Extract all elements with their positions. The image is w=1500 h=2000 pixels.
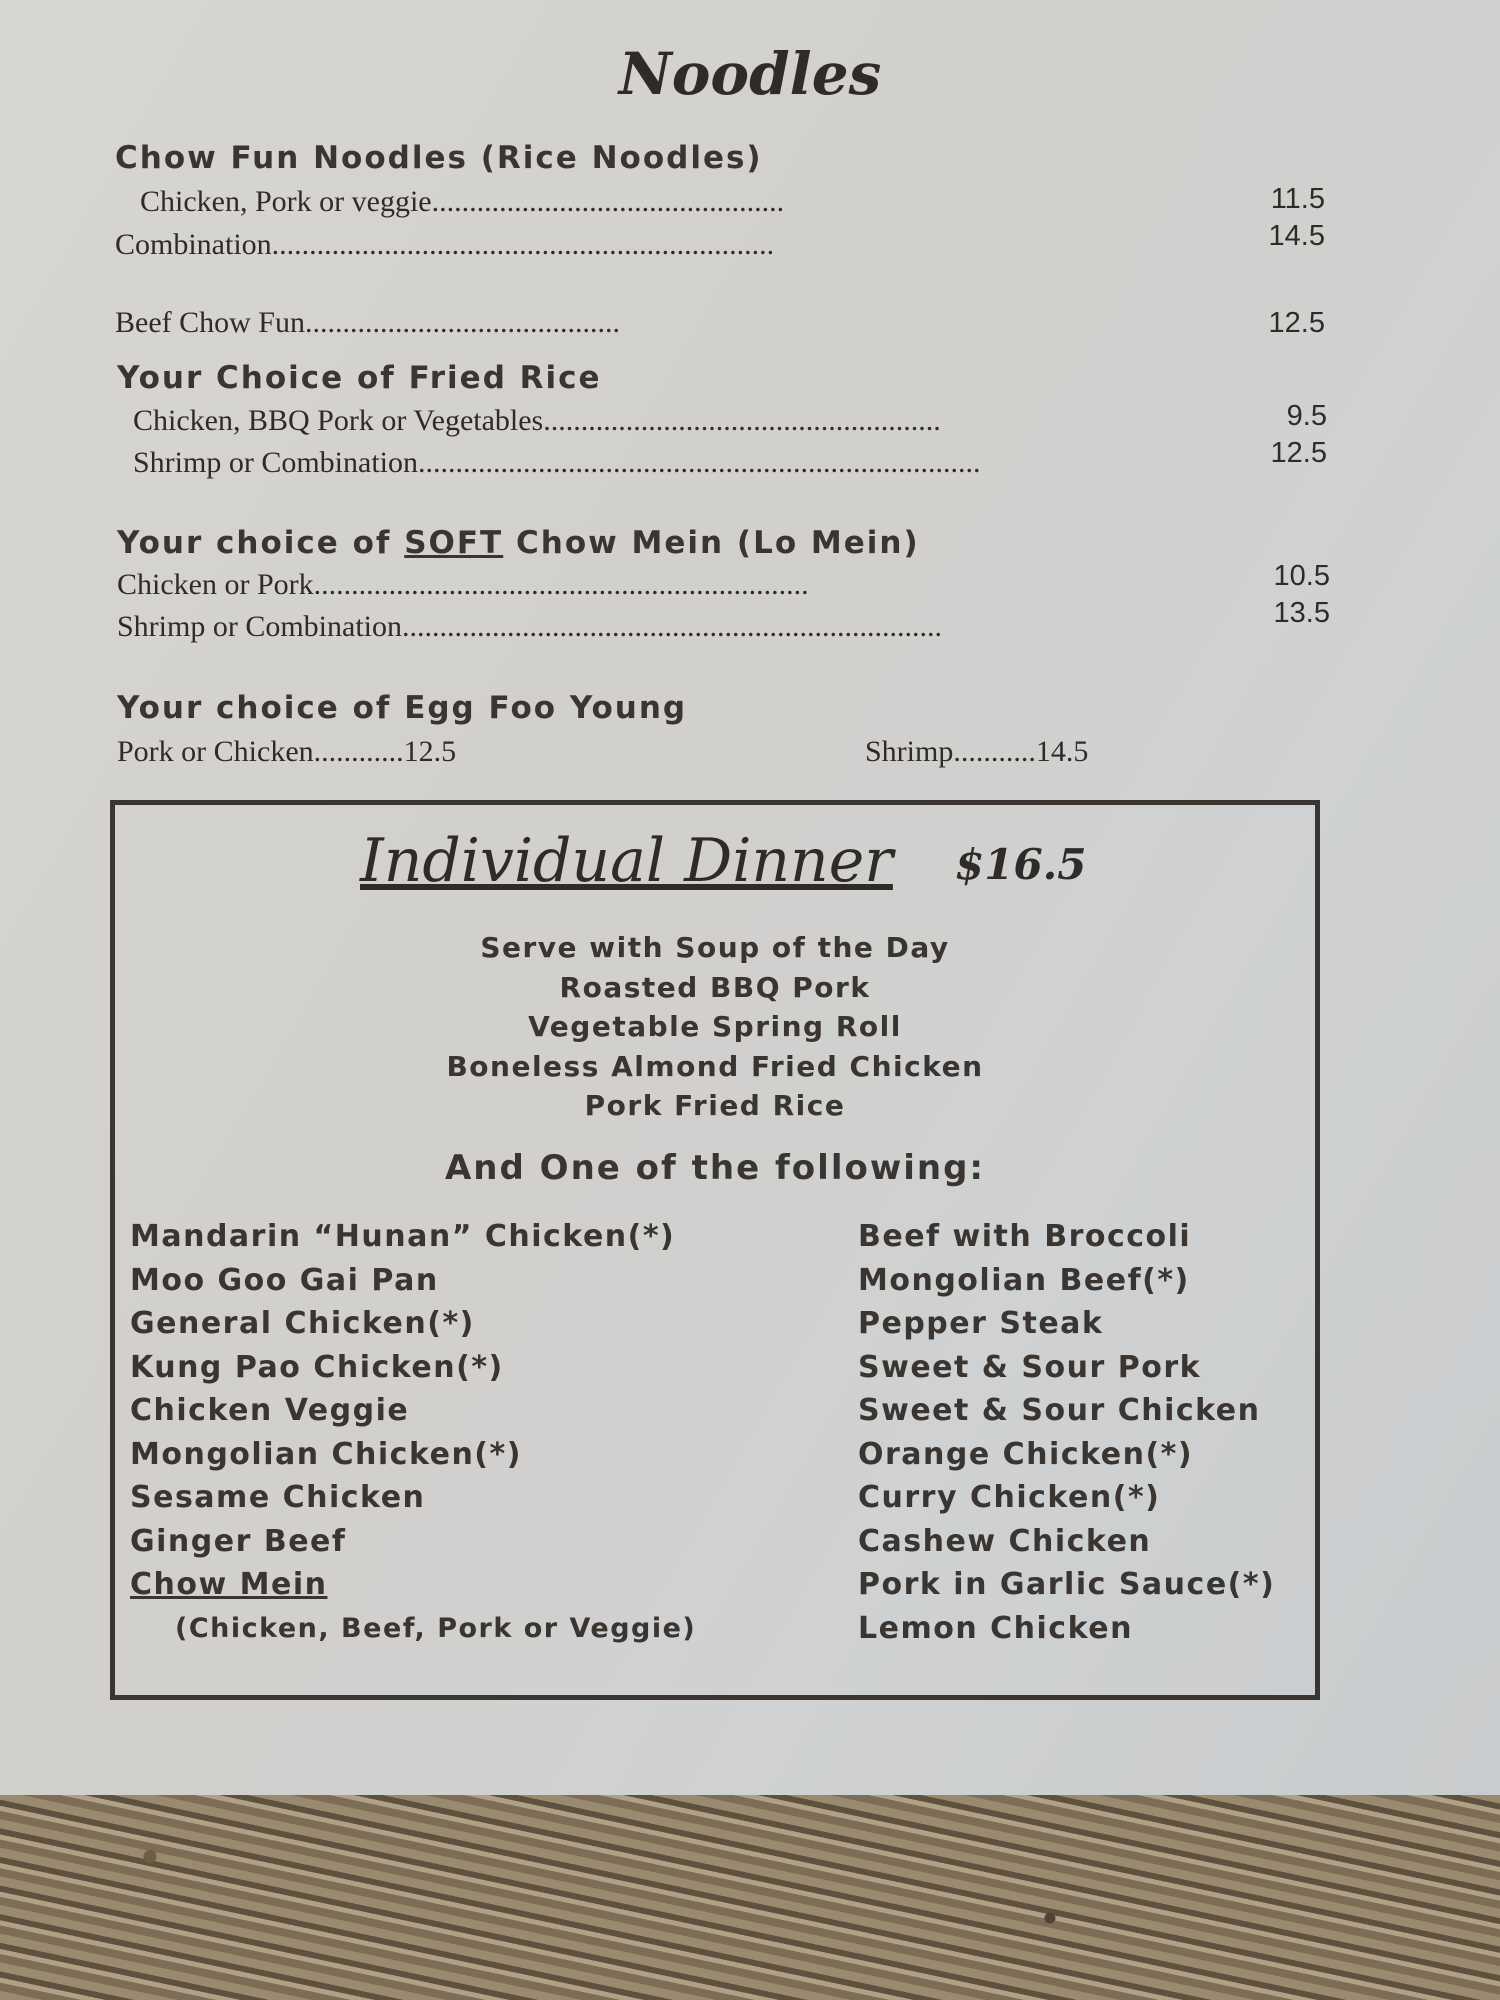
section-title-chow-fun: Chow Fun Noodles (Rice Noodles) [115,140,763,176]
entree-item: Mongolian Chicken(*) [130,1436,522,1472]
include-item: Pork Fried Rice [584,1089,846,1122]
include-item: Vegetable Spring Roll [528,1010,902,1043]
following-heading: And One of the following: [444,1148,986,1188]
entree-item: Chicken Veggie [130,1393,410,1428]
entree-item: Orange Chicken(*) [858,1436,1194,1472]
entree-item: Sesame Chicken [130,1480,426,1515]
page-title: Noodles [618,40,882,108]
entree-item: General Chicken(*) [130,1306,475,1341]
entree-item: Sweet & Sour Chicken [858,1393,1261,1428]
entree-item: Moo Goo Gai Pan [130,1262,439,1298]
entree-item: Cashew Chicken [858,1523,1152,1559]
entree-item: Pepper Steak [858,1306,1104,1341]
item-price: 10.5 [1273,560,1330,592]
title-post: Chow Mein (Lo Mein) [503,525,920,561]
item-label: Beef Chow Fun [115,306,305,339]
chow-mein-note: (Chicken, Beef, Pork or Veggie) [175,1612,697,1644]
item-label: Chicken, BBQ Pork or Vegetables [133,404,544,437]
item-price: 14.5 [1268,220,1325,252]
item-dots: ................................................................... [271,228,775,261]
menu-item [117,610,942,644]
section-title-fried-rice: Your Choice of Fried Rice [117,360,602,396]
menu-item [115,306,620,340]
item-price: 12.5 [1270,437,1327,469]
item-price: 12.5 [1268,307,1325,339]
item-label: Shrimp or Combination [117,610,402,643]
item-price: 9.5 [1286,400,1327,432]
item-price: 13.5 [1273,597,1330,629]
entree-item: Lemon Chicken [858,1610,1133,1646]
menu-item [115,228,774,262]
entree-item: Ginger Beef [130,1523,347,1559]
menu-item [133,446,981,480]
dinner-price: $16.5 [955,840,1087,889]
item-dots: ............................................... [431,185,785,218]
title-pre: Your choice of [117,525,405,561]
menu-item: Shrimp...........14.5 [865,735,1089,768]
item-label: Chicken or Pork [117,568,314,601]
entree-item: Beef with Broccoli [858,1219,1192,1254]
entree-item: Kung Pao Chicken(*) [130,1349,504,1385]
item-dots: .......................................... [305,306,620,339]
item-dots: ........................................................................... [418,446,981,479]
item-dots: ........................................................................ [402,610,942,643]
entree-item-chow-mein: Chow Mein [130,1567,328,1602]
entree-list-left [130,1215,696,1650]
include-item: Boneless Almond Fried Chicken [446,1049,984,1083]
item-dots: .................................................................. [313,568,809,601]
item-price: 11.5 [1270,183,1325,215]
item-label: Combination [115,228,272,261]
entree-item: Mongolian Beef(*) [858,1262,1190,1298]
item-label: Shrimp or Combination [133,446,418,479]
section-title-egg-foo-young: Your choice of Egg Foo Young [117,690,688,726]
menu-item [140,185,784,219]
granite-countertop [0,1795,1500,2000]
section-title-chow-mein [117,525,920,561]
entree-item: Sweet & Sour Pork [858,1349,1202,1385]
menu-item [133,404,941,438]
entree-item: Curry Chicken(*) [858,1480,1161,1515]
include-item: Serve with Soup of the Day [480,931,950,964]
menu-item: Pork or Chicken............12.5 [117,735,457,768]
include-item: Roasted BBQ Pork [559,970,871,1004]
dinner-title: Individual Dinner [360,826,893,896]
dinner-includes [110,928,1320,1126]
menu-item [117,568,809,602]
entree-item: Pork in Garlic Sauce(*) [858,1567,1276,1602]
item-label: Chicken, Pork or veggie [140,185,432,218]
entree-item: Mandarin “Hunan” Chicken(*) [130,1219,676,1254]
title-underlined: SOFT [404,525,504,561]
entree-list-right [858,1215,1275,1650]
item-dots: ..................................................... [543,404,941,437]
